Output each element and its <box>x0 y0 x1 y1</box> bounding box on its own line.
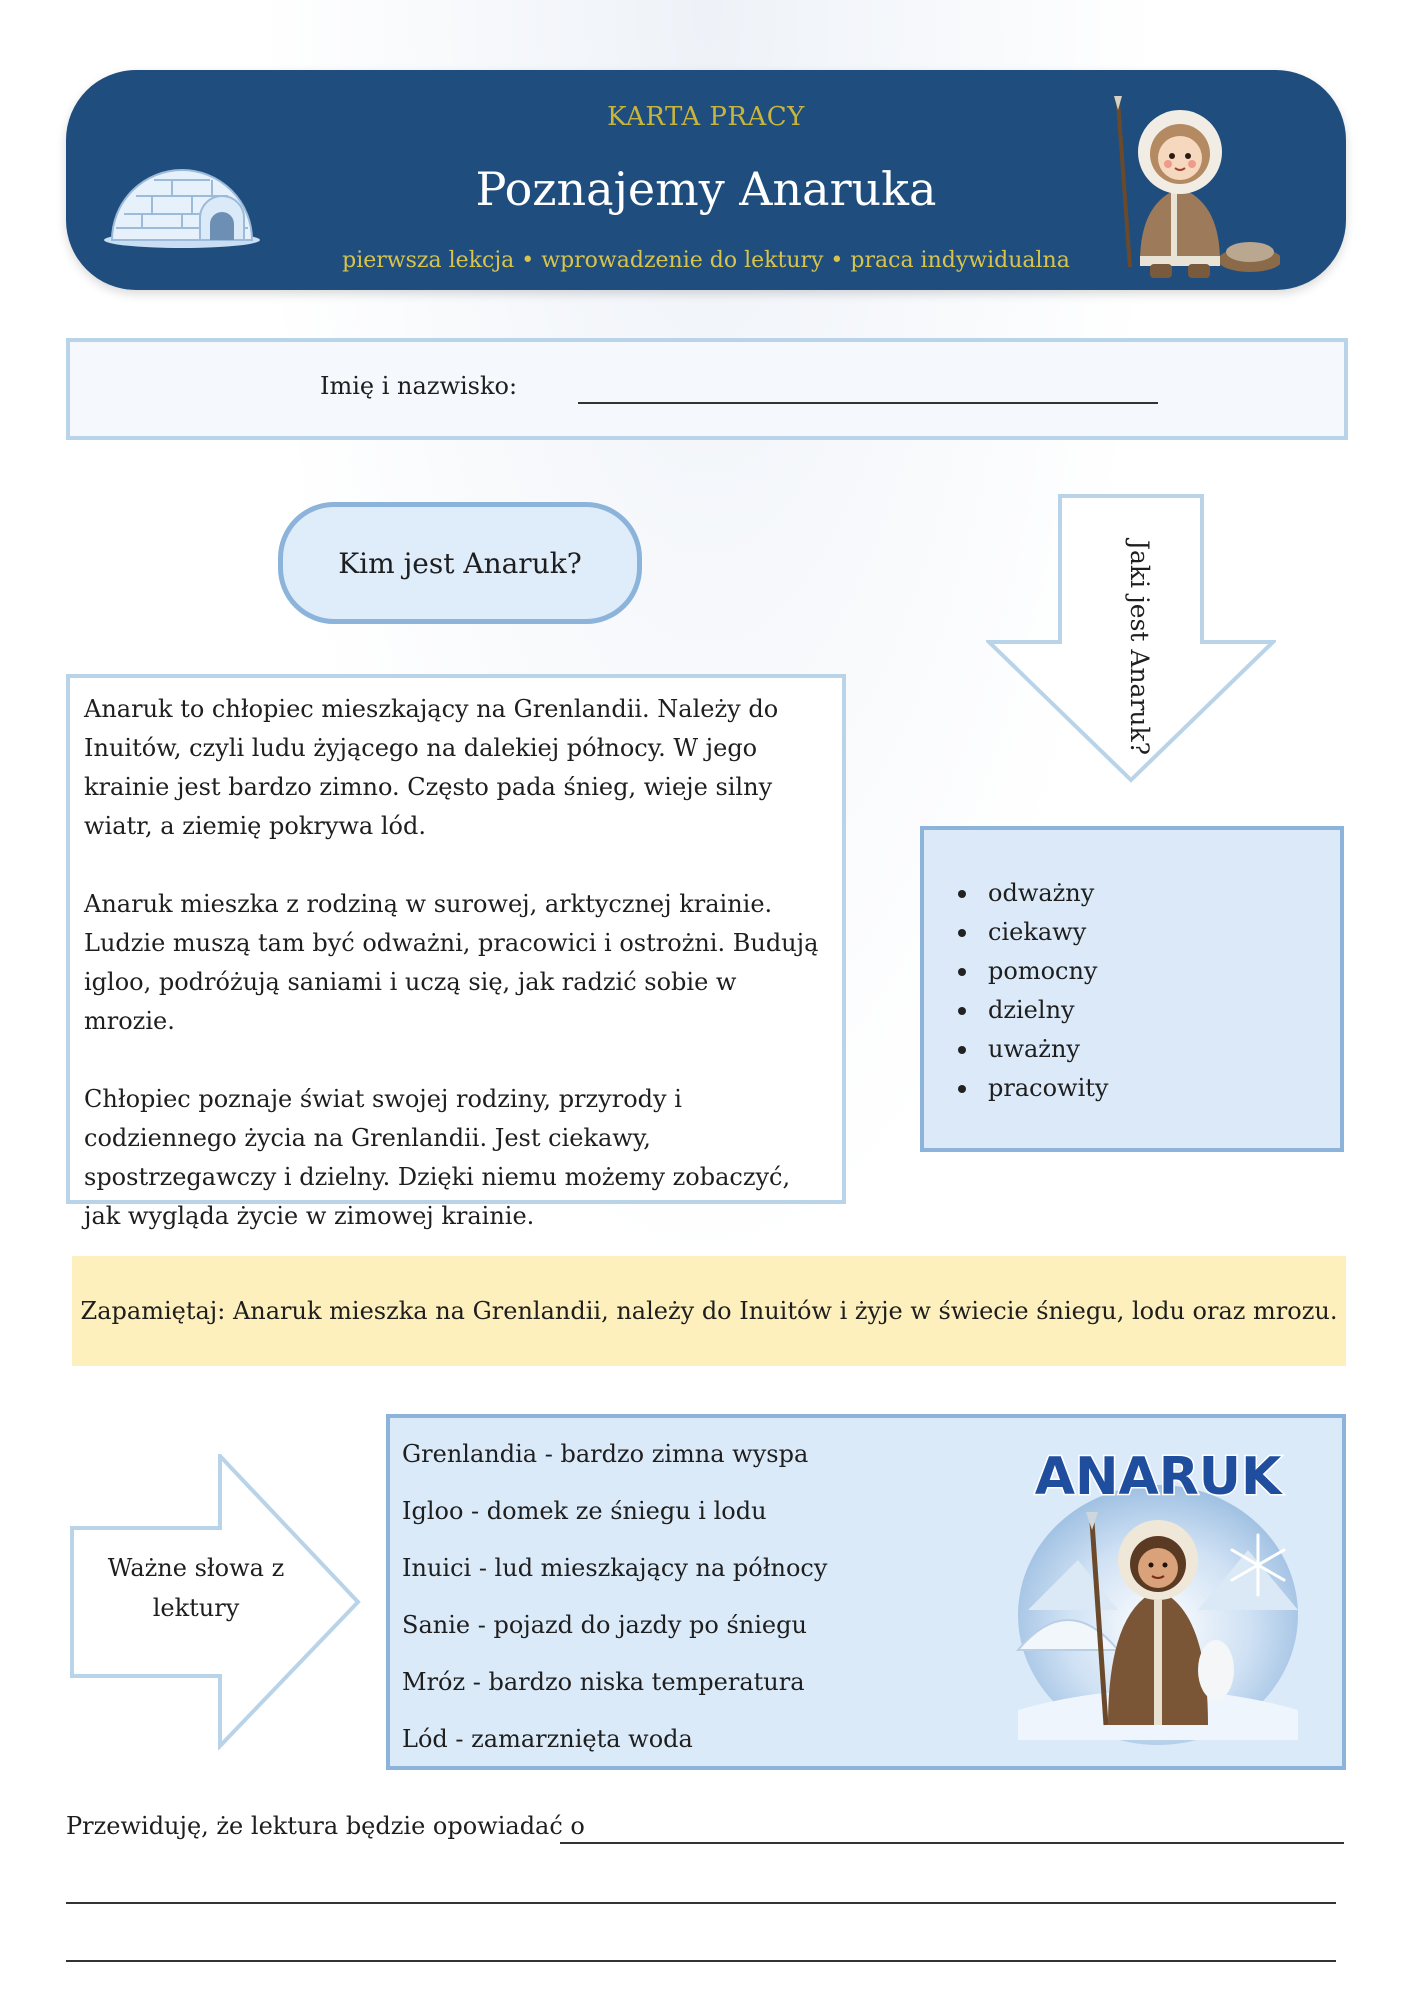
info-paragraph: Anaruk to chłopiec mieszkający na Grenlandii. Należy do Inuitów, czyli ludu żyjącego na dalekiej północy. W jego krainie jest bardzo zimno. Często pada śnieg, wieje silny wiatr, a ziemię pokrywa lód. <box>84 695 779 840</box>
traits-list <box>958 874 1108 1108</box>
info-text-box <box>66 674 846 1230</box>
info-paragraph: Anaruk mieszka z rodziną w surowej, arktycznej krainie. Ludzie muszą tam być odważni, pracowici i ostrożni. Budują igloo, podróżują saniami i uczą się, jak radzić sobie w mrozie. <box>84 890 819 1035</box>
question-pill <box>278 502 642 624</box>
traits-arrow-label: Jaki jest Anaruk? <box>1125 540 1154 756</box>
worksheet-kicker: KARTA PRACY <box>607 102 805 132</box>
prediction-answer-line[interactable] <box>560 1842 1344 1844</box>
prediction-answer-line[interactable] <box>66 1960 1336 1962</box>
book-cover-illustration <box>1008 1440 1308 1750</box>
question-text: Kim jest Anaruk? <box>338 546 582 580</box>
prediction-answer-line[interactable] <box>66 1902 1336 1904</box>
page-subtitle: pierwsza lekcja • wprowadzenie do lektury • praca indywidualna <box>342 248 1070 273</box>
eskimo-child-icon <box>1100 92 1280 282</box>
trait-item: pomocny <box>958 952 1108 991</box>
vocabulary-item: Sanie - pojazd do jazdy po śniegu <box>402 1611 807 1639</box>
vocabulary-item: Lód - zamarznięta woda <box>402 1725 693 1753</box>
vocabulary-item: Grenlandia - bardzo zimna wyspa <box>402 1440 809 1468</box>
info-paragraph: Chłopiec poznaje świat swojej rodziny, przyrody i codziennego życia na Grenlandii. Jest ciekawy, spostrzegawczy i dzielny. Dzięki niemu możemy zobaczyć, jak wygląda życie w zimowej krainie. <box>84 1085 791 1230</box>
traits-box <box>920 826 1344 1152</box>
trait-item: dzielny <box>958 991 1108 1030</box>
student-name-box <box>66 338 1348 440</box>
book-title: ANARUK <box>1034 1447 1282 1507</box>
student-name-label: Imię i nazwisko: <box>320 372 518 400</box>
vocabulary-item: Igloo - domek ze śniegu i lodu <box>402 1497 767 1525</box>
remember-note <box>72 1256 1346 1366</box>
igloo-icon <box>102 140 262 250</box>
trait-item: uważny <box>958 1030 1108 1069</box>
vocabulary-arrow-label: Ważne słowa z lektury <box>107 1554 285 1622</box>
prediction-label: Przewiduję, że lektura będzie opowiadać o <box>66 1812 585 1840</box>
vocabulary-item: Mróz - bardzo niska temperatura <box>402 1668 805 1696</box>
vocabulary-list <box>402 1426 827 1768</box>
trait-item: ciekawy <box>958 913 1108 952</box>
trait-item: pracowity <box>958 1069 1108 1108</box>
remember-text: Zapamiętaj: Anaruk mieszka na Grenlandii, należy do Inuitów i żyje w świecie śniegu, lodu oraz mrozu. <box>80 1297 1338 1325</box>
student-name-line[interactable] <box>578 402 1158 404</box>
page-title: Poznajemy Anaruka <box>475 162 937 216</box>
trait-item: odważny <box>958 874 1108 913</box>
vocabulary-item: Inuici - lud mieszkający na północy <box>402 1554 828 1582</box>
